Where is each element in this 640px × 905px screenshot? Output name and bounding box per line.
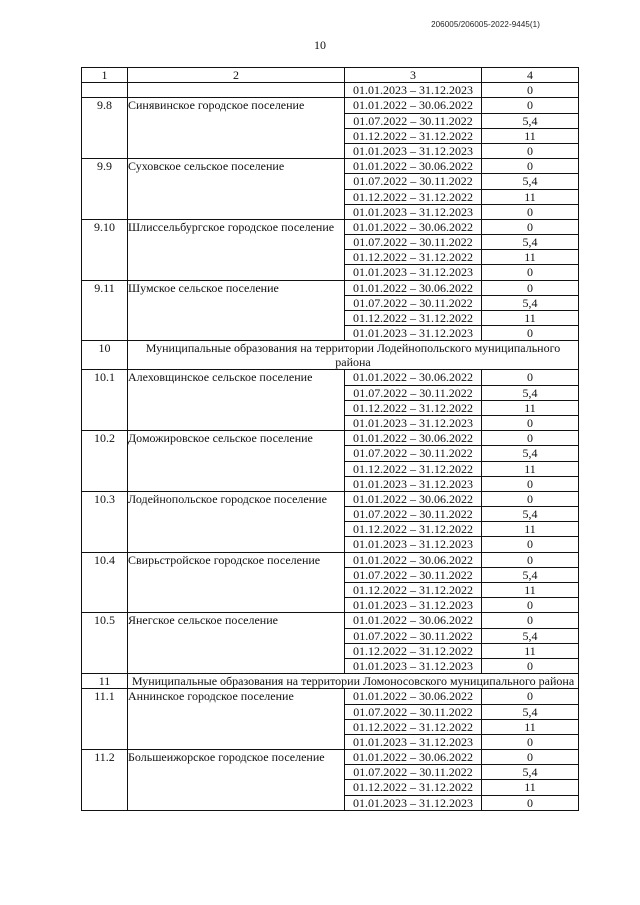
value-cell: 5,4 [482,385,579,400]
period-cell: 01.07.2022 – 30.11.2022 [345,567,482,582]
municipality-name: Шлиссельбургское городское поселение [128,219,345,280]
section-title: Муниципальные образования на территории Лодейнопольского муниципального района [128,341,579,370]
table-row [82,98,579,113]
period-cell: 01.12.2022 – 31.12.2022 [345,643,482,658]
municipality-name: Аннинское городское поселение [128,689,345,750]
header-col-1: 1 [82,68,128,83]
table-row [82,159,579,174]
period-cell: 01.01.2022 – 30.06.2022 [345,750,482,765]
value-cell: 0 [482,204,579,219]
value-cell: 0 [482,658,579,673]
value-cell: 5,4 [482,113,579,128]
section-title: Муниципальные образования на территории Ломоносовского муниципального района [128,674,579,689]
table-row [82,219,579,234]
value-cell: 0 [482,734,579,749]
value-cell: 0 [482,415,579,430]
value-cell: 11 [482,189,579,204]
municipality-name: Лодейнопольское городское поселение [128,491,345,552]
table-row [82,370,579,385]
period-cell: 01.01.2022 – 30.06.2022 [345,689,482,704]
value-cell: 0 [482,98,579,113]
rates-table [81,67,579,811]
value-cell: 0 [482,795,579,810]
period-cell: 01.12.2022 – 31.12.2022 [345,128,482,143]
period-cell: 01.12.2022 – 31.12.2022 [345,311,482,326]
value-cell: 0 [482,537,579,552]
period-cell: 01.12.2022 – 31.12.2022 [345,400,482,415]
row-number: 10.3 [82,491,128,552]
value-cell: 5,4 [482,628,579,643]
period-cell: 01.12.2022 – 31.12.2022 [345,719,482,734]
value-cell: 5,4 [482,567,579,582]
municipality-name: Алеховщинское сельское поселение [128,370,345,431]
table-row [82,280,579,295]
value-cell: 11 [482,250,579,265]
section-row [82,341,579,370]
row-number: 9.10 [82,219,128,280]
value-cell: 5,4 [482,507,579,522]
period-cell: 01.01.2022 – 30.06.2022 [345,159,482,174]
header-col-4: 4 [482,68,579,83]
period-cell: 01.12.2022 – 31.12.2022 [345,189,482,204]
period-cell: 01.01.2023 – 31.12.2023 [345,326,482,341]
value-cell: 11 [482,780,579,795]
period-cell: 01.01.2022 – 30.06.2022 [345,280,482,295]
period-cell: 01.07.2022 – 30.11.2022 [345,446,482,461]
period-cell: 01.07.2022 – 30.11.2022 [345,628,482,643]
value-cell: 11 [482,400,579,415]
period-cell: 01.12.2022 – 31.12.2022 [345,780,482,795]
period-cell: 01.07.2022 – 30.11.2022 [345,295,482,310]
period-cell: 01.12.2022 – 31.12.2022 [345,583,482,598]
period-cell: 01.07.2022 – 30.11.2022 [345,765,482,780]
period-cell: 01.01.2023 – 31.12.2023 [345,598,482,613]
value-cell: 0 [482,750,579,765]
value-cell: 11 [482,522,579,537]
header-col-3: 3 [345,68,482,83]
value-cell: 0 [482,83,579,98]
municipality-name: Янегское сельское поселение [128,613,345,674]
value-cell: 11 [482,643,579,658]
period-cell: 01.07.2022 – 30.11.2022 [345,704,482,719]
row-number [82,83,128,98]
period-cell: 01.01.2022 – 30.06.2022 [345,219,482,234]
value-cell: 0 [482,598,579,613]
period-cell: 01.01.2022 – 30.06.2022 [345,98,482,113]
value-cell: 0 [482,689,579,704]
period-cell: 01.07.2022 – 30.11.2022 [345,174,482,189]
period-cell: 01.01.2022 – 30.06.2022 [345,370,482,385]
period-cell: 01.07.2022 – 30.11.2022 [345,113,482,128]
period-cell: 01.01.2023 – 31.12.2023 [345,415,482,430]
period-cell: 01.12.2022 – 31.12.2022 [345,522,482,537]
municipality-name: Большеижорское городское поселение [128,750,345,811]
period-cell: 01.01.2022 – 30.06.2022 [345,431,482,446]
value-cell: 5,4 [482,446,579,461]
section-number: 11 [82,674,128,689]
row-number: 11.1 [82,689,128,750]
value-cell: 0 [482,476,579,491]
municipality-name: Суховское сельское поселение [128,159,345,220]
header-col-2: 2 [128,68,345,83]
row-number: 9.8 [82,98,128,159]
period-cell: 01.01.2022 – 30.06.2022 [345,491,482,506]
value-cell: 11 [482,311,579,326]
value-cell: 5,4 [482,295,579,310]
period-cell: 01.01.2023 – 31.12.2023 [345,204,482,219]
value-cell: 5,4 [482,174,579,189]
table-row [82,431,579,446]
value-cell: 11 [482,583,579,598]
period-cell: 01.01.2022 – 30.06.2022 [345,552,482,567]
value-cell: 0 [482,326,579,341]
municipality-name: Свирьстройское городское поселение [128,552,345,613]
table-row [82,613,579,628]
value-cell: 0 [482,552,579,567]
value-cell: 5,4 [482,765,579,780]
value-cell: 0 [482,265,579,280]
value-cell: 11 [482,719,579,734]
period-cell: 01.01.2022 – 30.06.2022 [345,613,482,628]
value-cell: 0 [482,431,579,446]
value-cell: 11 [482,461,579,476]
row-number: 10.5 [82,613,128,674]
value-cell: 5,4 [482,704,579,719]
value-cell: 0 [482,491,579,506]
municipality-name [128,83,345,98]
section-row [82,674,579,689]
period-cell: 01.07.2022 – 30.11.2022 [345,235,482,250]
document-id: 206005/206005-2022-9445(1) [431,20,540,29]
table-row [82,689,579,704]
value-cell: 0 [482,280,579,295]
period-cell: 01.01.2023 – 31.12.2023 [345,83,482,98]
row-number: 11.2 [82,750,128,811]
period-cell: 01.01.2023 – 31.12.2023 [345,265,482,280]
period-cell: 01.07.2022 – 30.11.2022 [345,385,482,400]
period-cell: 01.12.2022 – 31.12.2022 [345,461,482,476]
period-cell: 01.01.2023 – 31.12.2023 [345,795,482,810]
section-number: 10 [82,341,128,370]
period-cell: 01.01.2023 – 31.12.2023 [345,537,482,552]
period-cell: 01.01.2023 – 31.12.2023 [345,476,482,491]
table-row [82,750,579,765]
period-cell: 01.12.2022 – 31.12.2022 [345,250,482,265]
row-number: 9.11 [82,280,128,341]
row-number: 10.4 [82,552,128,613]
row-number: 10.2 [82,431,128,492]
value-cell: 0 [482,159,579,174]
municipality-name: Доможировское сельское поселение [128,431,345,492]
period-cell: 01.01.2023 – 31.12.2023 [345,143,482,158]
value-cell: 0 [482,370,579,385]
value-cell: 0 [482,219,579,234]
table-row [82,552,579,567]
page-number: 10 [314,38,326,52]
table-row [82,491,579,506]
municipality-name: Синявинское городское поселение [128,98,345,159]
table-row [82,83,579,98]
row-number: 9.9 [82,159,128,220]
value-cell: 5,4 [482,235,579,250]
value-cell: 11 [482,128,579,143]
municipality-name: Шумское сельское поселение [128,280,345,341]
table-body [82,68,579,811]
header-row [82,68,579,83]
value-cell: 0 [482,613,579,628]
period-cell: 01.07.2022 – 30.11.2022 [345,507,482,522]
value-cell: 0 [482,143,579,158]
row-number: 10.1 [82,370,128,431]
period-cell: 01.01.2023 – 31.12.2023 [345,658,482,673]
period-cell: 01.01.2023 – 31.12.2023 [345,734,482,749]
